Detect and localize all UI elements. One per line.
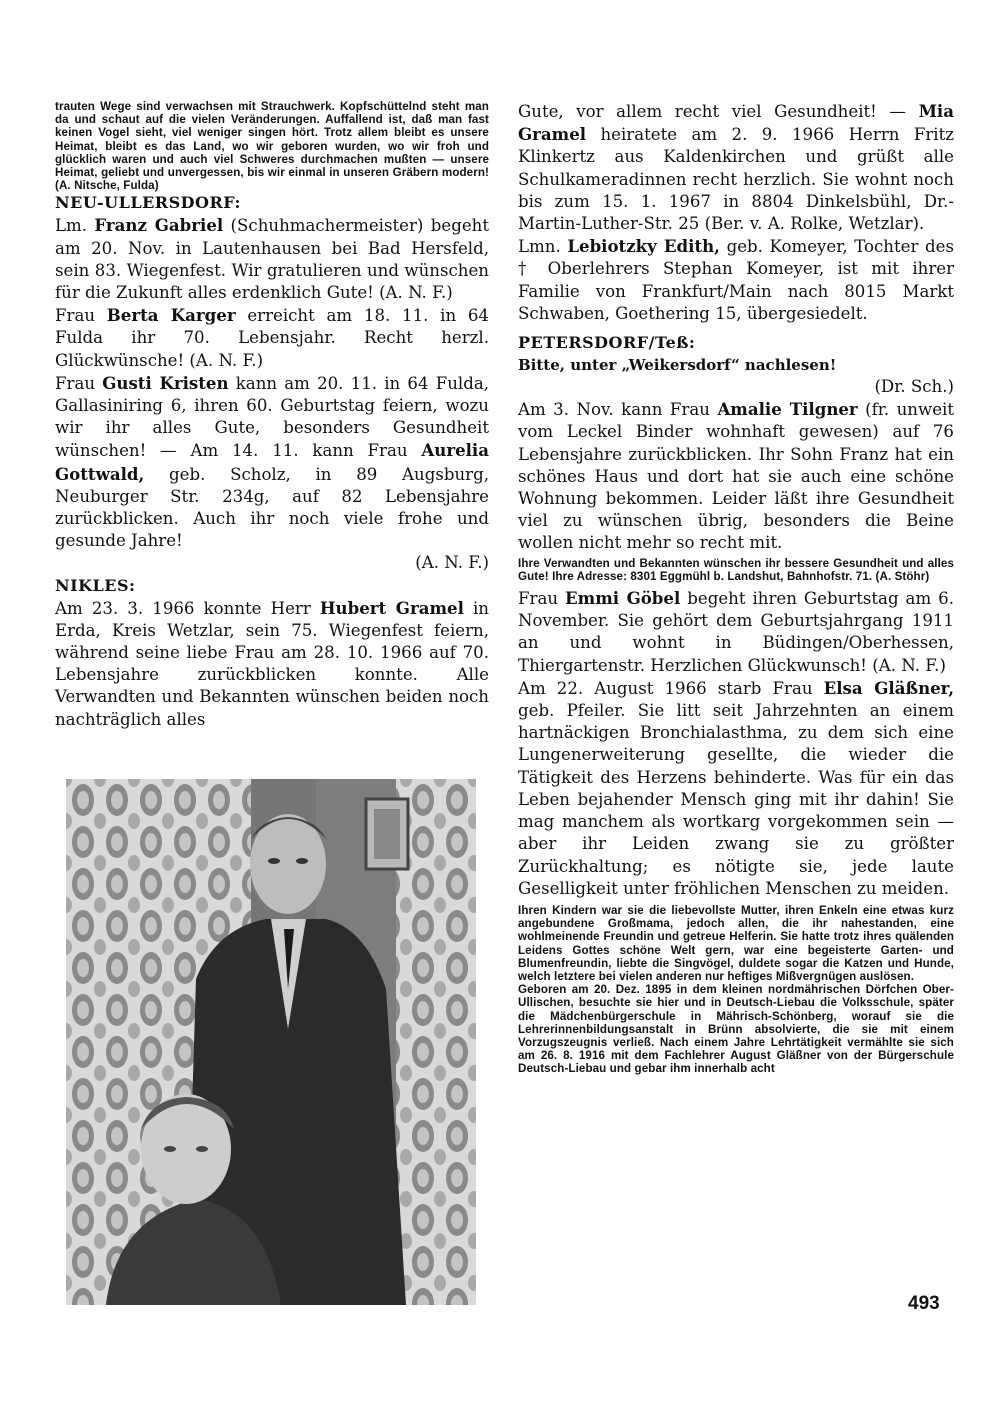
paragraph-lebiotzky-edith: Lmn. Lebiotzky Edith, geb. Komeyer, Tochter des † Oberlehrers Stephan Komeyer, ist mit ihrer Familie von Frankfurt/Main nach 8015 Markt Schwaben, Goethering 15, übergesiedelt.	[518, 236, 954, 323]
paragraph-franz-gabriel: Lm. Franz Gabriel (Schuhmachermeister) begeht am 20. Nov. in Lautenhausen bei Bad Hersfeld, sein 83. Wiegenfest. Wir gratulieren und wünschen für die Zukunft alles erdenklich Gute! (A. N. F.)	[55, 215, 489, 303]
signature-anf: (A. N. F.)	[415, 553, 489, 573]
paragraph-gusti-kristen: Frau Gusti Kristen kann am 20. 11. in 64 Fulda, Gallasiniring 6, ihren 60. Geburtstag feiern, wozu wir ihr alles Gute, besonders Gesundheit wünschen! — Am 14. 11. kann Frau Aurelia Gottwald, geb. Scholz, in 89 Augsburg, Neuburger Str. 234g, auf 82 Lebensjahre zurückblicken. Auch ihr noch viele frohe und gesunde Jahre!	[55, 372, 490, 551]
photo-image	[66, 779, 476, 1305]
heading-neu-ullersdorf: NEU-ULLERSDORF:	[55, 193, 241, 213]
right-column	[518, 100, 954, 1076]
paragraph-berta-karger: Frau Berta Karger erreicht am 18. 11. in 64 Fulda ihr 70. Lebensjahr. Recht herzl. Glückwünsche! (A. N. F.)	[55, 305, 489, 370]
signature-dr-sch: (Dr. Sch.)	[874, 377, 954, 397]
heading-nikles: NIKLES:	[55, 575, 136, 595]
paragraph-amalie-tilgner: Am 3. Nov. kann Frau Amalie Tilgner (fr. unweit vom Leckel Binder wohnhaft gewesen) auf 76 Lebensjahre zurückblicken. Ihr Sohn Franz hat ein schönes Haus und dort hat sie auch eine schöne Wohnung bekommen. Leider läßt ihre Gesundheit viel zu wünschen übrig, besonders die Beine wollen nicht mehr so recht mit.	[518, 399, 954, 553]
small-paragraph-biography: Geboren am 20. Dez. 1895 in dem kleinen nordmährischen Dörfchen Ober-Ullischen, besuchte sie hier und in Deutsch-Liebau die Volksschule, später die Mädchenbürgerschule in Mährisch-Schönberg, worauf sie die Lehrerinnenbildungsanstalt in Brünn absolvierte, die sie mit einem Vorzugszeugnis verließ. Nach einem Jahre Lehrtätigkeit vermählte sie sich am 26. 8. 1916 mit dem Fachlehrer August Gläßner von der Bürgerschule Deutsch-Liebau und gebar ihm innerhalb acht	[518, 983, 954, 1076]
small-paragraph-children: Ihren Kindern war sie die liebevollste Mutter, ihren Enkeln eine etwas kurz angebundene Großmama, jedoch allen, die ihr nahestanden, eine wohlmeinende Freundin und getreue Helferin. Sie hatte trotz ihres quälenden Leidens Gottes schöne Welt gern, war eine begeisterte Garten- und Blumenfreundin, liebte die Singvögel, duldete sogar die Katzen und Hunde, welch letztere bei vielen anderen nur heftiges Mißvergnügen auslösen.	[518, 903, 954, 983]
paragraph-elsa-glaessner: Am 22. August 1966 starb Frau Elsa Gläßner, geb. Pfeiler. Sie litt seit Jahrzehnten an einem hartnäckigen Bronchialasthma, zu dem sich eine Lungenerweiterung gesellte, die wieder die Tätigkeit des Herzens behinderte. Was für ein das Leben bejahender Mensch ging mit ihr dahin! Sie mag manchem als wortkarg vorgekommen sein — aber ihr Leiden zwang sie zu größter Zurückhaltung; es nötigte sie, jede laute Geselligkeit unter fröhlichen Menschen zu meiden.	[518, 677, 954, 898]
photo-couple	[66, 779, 476, 1305]
note-weikersdorf: Bitte, unter „Weikersdorf“ nachlesen!	[518, 356, 837, 375]
paragraph-emmi-goebel: Frau Emmi Göbel begeht ihren Geburtstag am 6. November. Sie gehört dem Geburtsjahrgang 1911 an und wohnt in Büdingen/Oberhessen, Thiergartenstr. Herzlichen Glückwunsch! (A. N. F.)	[518, 588, 954, 675]
paragraph-hubert-gramel: Am 23. 3. 1966 konnte Herr Hubert Gramel in Erda, Kreis Wetzlar, sein 75. Wiegenfest feiern, während seine liebe Frau am 28. 10. 1966 auf 70. Lebensjahre zurückblicken konnte. Alle Verwandten und Bekannten wünschen beiden noch nachträglich alles	[55, 597, 489, 729]
heading-petersdorf: PETERSDORF/Teß:	[518, 333, 696, 353]
left-column	[55, 100, 489, 731]
intro-paragraph: trauten Wege sind verwachsen mit Strauchwerk. Kopfschüttelnd steht man da und schaut auf die vielen Veränderungen. Auffallend ist, daß man fast keinen Vogel sieht, viel weniger singen hört. Trotz allem bleibt es unsere Heimat, bleibt es das Land, wo wir geboren wurden, wo wir froh und glücklich waren und auch viel Schweres durchmachen mußten — unsere Heimat, geliebt und unvergessen, bis wir einmal in unseren Gräbern modern! (A. Nitsche, Fulda)	[55, 100, 489, 193]
paragraph-mia-gramel: Gute, vor allem recht viel Gesundheit! — Mia Gramel heiratete am 2. 9. 1966 Herrn Fritz Klinkertz aus Kaldenkirchen und grüßt alle Schulkameradinnen recht herzlich. Sie wohnt noch bis zum 15. 1. 1967 in 8804 Dinkelsbühl, Dr.-Martin-Luther-Str. 25 (Ber. v. A. Rolke, Wetzlar).	[518, 101, 954, 234]
small-paragraph-tilgner: Ihre Verwandten und Bekannten wünschen ihr bessere Gesundheit und alles Gute! Ihre Adresse: 8301 Eggmühl b. Landshut, Bahnhofstr. 71. (A. Stöhr)	[518, 556, 954, 583]
page-number: 493	[908, 1293, 940, 1314]
